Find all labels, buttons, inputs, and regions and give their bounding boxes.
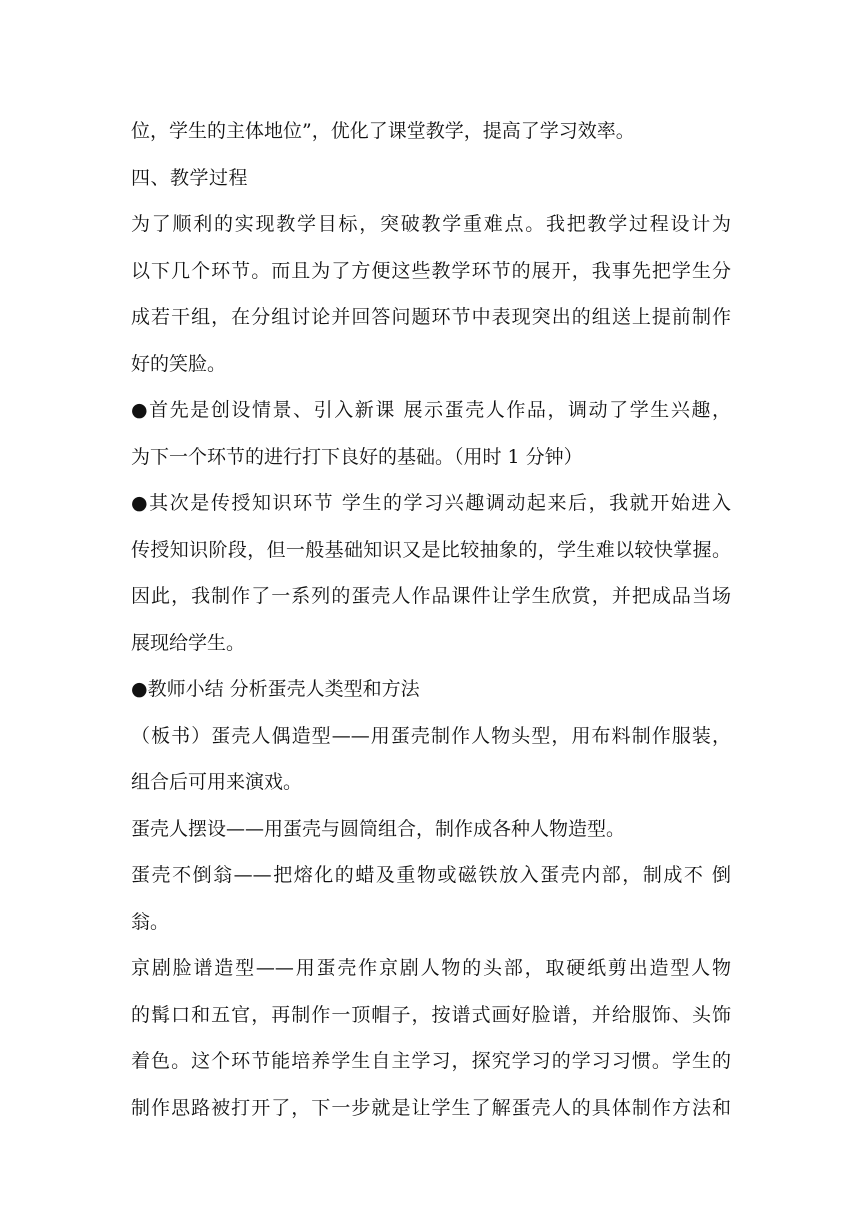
text-line: 着色。这个环节能培养学生自主学习，探究学习的学习习惯。学生的 xyxy=(131,1050,731,1072)
bullet-line: ●教师小结 分析蛋壳人类型和方法 xyxy=(131,678,420,700)
text-line: 组合后可用来演戏。 xyxy=(131,771,303,793)
text-line: 的髯口和五官，再制作一顶帽子，按谱式画好脸谱，并给服饰、头饰 xyxy=(131,1003,731,1026)
text-line: 传授知识阶段，但一般基础知识又是比较抽象的，学生难以较快掌握。 xyxy=(131,538,731,561)
text-line: 蛋壳不倒翁——把熔化的蜡及重物或磁铁放入蛋壳内部，制成不 倒 xyxy=(131,864,731,886)
text-line: （板书）蛋壳人偶造型——用蛋壳制作人物头型，用布料制作服装， xyxy=(131,724,731,747)
document-body xyxy=(131,108,731,1131)
bullet-line: ●首先是创设情景、引入新课 展示蛋壳人作品，调动了学生兴趣， xyxy=(131,399,731,421)
text-line: 京剧脸谱造型——用蛋壳作京剧人物的头部，取硬纸剪出造型人物 xyxy=(131,957,731,979)
text-line: 制作思路被打开了，下一步就是让学生了解蛋壳人的具体制作方法和 xyxy=(131,1096,731,1119)
text-line: 蛋壳人摆设——用蛋壳与圆筒组合，制作成各种人物造型。 xyxy=(131,817,626,840)
text-line: 位，学生的主体地位”，优化了课堂教学，提高了学习效率。 xyxy=(131,120,635,142)
text-line: 为下一个环节的进行打下良好的基础。（用时 1 分钟） xyxy=(131,445,583,468)
text-line: 好的笑脸。 xyxy=(131,352,227,375)
text-line: 为了顺利的实现教学目标，突破教学重难点。我把教学过程设计为 xyxy=(131,213,731,235)
text-line: 成若干组，在分组讨论并回答问题环节中表现突出的组送上提前制作 xyxy=(131,306,731,328)
bullet-line: ●其次是传授知识环节 学生的学习兴趣调动起来后，我就开始进入 xyxy=(131,492,731,514)
text-line: 展现给学生。 xyxy=(131,631,246,654)
section-heading: 四、教学过程 xyxy=(131,166,249,189)
text-line: 因此，我制作了一系列的蛋壳人作品课件让学生欣赏，并把成品当场 xyxy=(131,585,731,607)
text-line: 翁。 xyxy=(131,910,170,933)
text-line: 以下几个环节。而且为了方便这些教学环节的展开，我事先把学生分 xyxy=(131,259,731,282)
